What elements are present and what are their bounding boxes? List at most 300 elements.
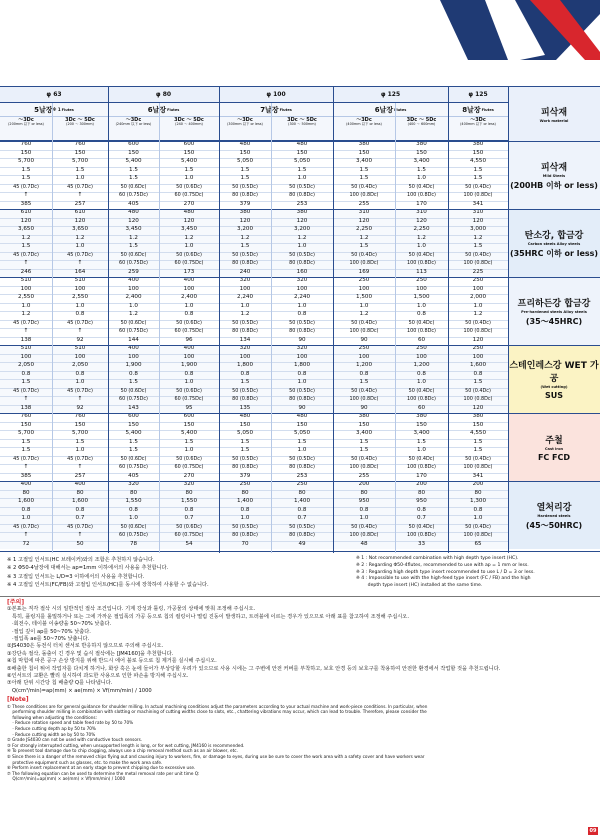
table-cell: 1,400 (293, 498, 310, 505)
table-cell: 50 (0.4Dc) (408, 183, 435, 190)
table-cell: 310 (358, 209, 370, 216)
table-cell: 1.5 (359, 447, 369, 454)
table-cell: 380 (296, 209, 308, 216)
table-cell: 80 (0.8Dc) (289, 532, 315, 539)
table-cell: 1.2 (21, 234, 31, 241)
table-cell: 50 (0.6Dc) (176, 319, 202, 326)
table-cell: 150 (128, 149, 139, 156)
table-cell: 120 (358, 217, 370, 224)
notes-ko (7, 606, 593, 695)
material-name-en: (Wet cutting) (540, 385, 568, 389)
range-detail: (300mm 以下 or less) (227, 122, 263, 126)
table-cell: 1.5 (297, 166, 307, 173)
material-label (508, 209, 600, 277)
table-cell: 1.0 (184, 302, 194, 309)
table-cell: 150 (296, 421, 308, 428)
diameter-header: φ 80 (108, 87, 219, 103)
table-cell: 0.8 (359, 506, 369, 513)
table-cell: 5,400 (180, 158, 197, 165)
table-cell: 3,400 (413, 430, 430, 437)
table-cell: 246 (20, 268, 32, 275)
table-cell: 120 (296, 217, 308, 224)
table-cell: 50 (0.4Dc) (351, 455, 377, 462)
table-cell: 80 (474, 489, 482, 496)
table-cell: 1,550 (180, 498, 197, 505)
table-cell: 1.0 (240, 302, 250, 309)
table-cell: 1,550 (125, 498, 142, 505)
table-cell: 1.0 (75, 302, 85, 309)
table-cell: 1.5 (21, 379, 31, 386)
note-ko-line: 특히, 플렁지를 롤밀하거나 또는 그에 가까운 절입폭의 가공 등으로 칩의 컬링이나 떨림 진동이 발생하고, 트러블에 이르는 경우가 있으므로 아래 표를 참고하여 조정해 주십시오. (7, 613, 409, 620)
table-cell: 60 (0.75Dc) (119, 532, 148, 539)
material-name-en: Cast iron (544, 446, 564, 451)
table-cell: 250 (358, 345, 370, 352)
material-name-ko: 탄소강, 합금강 (524, 230, 584, 241)
table-cell: 480 (239, 413, 251, 420)
table-cell: 120 (20, 217, 32, 224)
table-cell: 1.2 (417, 234, 426, 241)
table-cell: 379 (239, 200, 251, 207)
note-en-line: · Reduce rotation speed and table feed rate by 50 to 70% (7, 720, 134, 726)
table-cell: 385 (20, 472, 32, 479)
table-cell: 80 (0.8Dc) (232, 192, 258, 199)
table-cell: 400 (74, 481, 86, 488)
table-cell: ↑ (23, 532, 29, 539)
group-divider (0, 345, 600, 346)
table-cell: 92 (76, 404, 84, 411)
table-cell: 5,400 (125, 430, 142, 437)
note-en-line: protective equipment such as glasses, etc. to make the work area safe. (7, 759, 163, 765)
table-cell: 100 (0.8Dc) (349, 192, 379, 199)
flutes-header (108, 103, 219, 117)
table-cell: 2,240 (236, 294, 253, 301)
table-cell: 1.5 (75, 438, 85, 445)
table-cell: 1,900 (180, 362, 197, 369)
note-en-line: · Reduce cutting depth ap by 50 to 70% (7, 726, 96, 732)
group-divider (0, 481, 600, 482)
flutes-label: 5날장 (34, 105, 53, 114)
table-cell: 92 (76, 336, 84, 343)
table-cell: 0.8 (129, 506, 138, 513)
table-cell: 50 (0.5Dc) (232, 387, 258, 394)
table-cell: 100 (416, 285, 427, 292)
table-cell: 0.8 (417, 370, 426, 377)
table-cell: 120 (472, 336, 484, 343)
table-cell: 150 (20, 149, 32, 156)
table-cell: 45 (0.7Dc) (67, 319, 93, 326)
page-number: 09 (589, 828, 597, 834)
material-column-header (508, 87, 600, 141)
note-ko-line: ④칩 막힘에 따른 공구 손상 방지를 위해 반드시 에어 블로 등으로 칩 제거를 실시해 주십시오. (7, 658, 217, 665)
material-name-en: Mild Steels (542, 173, 566, 178)
table-cell: 150 (20, 421, 32, 428)
table-cell: 3,200 (236, 226, 253, 233)
table-cell: 80 (0.8Dc) (289, 260, 315, 267)
flutes-footnote-ref: ※ 1 (52, 107, 61, 112)
table-cell: 1,500 (355, 294, 372, 301)
table-cell: 1.5 (21, 243, 31, 250)
table-cell: 164 (74, 268, 86, 275)
table-cell: 1.2 (184, 234, 194, 241)
table-cell: 45 (0.7Dc) (67, 455, 93, 462)
table-cell: 2,550 (17, 294, 34, 301)
footnote-ko-4: ※ 4 고절입 인서트(FC/FB)와 고절입 인서트(HC)를 동시에 장착하여 사용할 수 없습니다. (7, 582, 209, 589)
note-ko-line: ⑤배출한 칩이 튀어 작업자를 다치게 하거나, 화상 혹은 눈에 들어가 부상당할 우려가 있으므로 사용 시에는 그 주변에 안전 커버를 부착하고, 보호 안경 등의 보호구를 착용하여 안전한 환경에서 작업할 것을 추천드립니다. (7, 665, 501, 672)
table-cell: 0.8 (297, 506, 307, 513)
material-name-en: Pre-hardened steels Alloy steels (521, 309, 587, 314)
table-cell: 138 (20, 336, 32, 343)
table-cell: 400 (183, 345, 195, 352)
table-cell: 0.8 (297, 370, 307, 377)
table-cell: 310 (472, 209, 484, 216)
range-label: 3Dc ～ 5Dc (406, 117, 437, 123)
table-cell: 50 (0.4Dc) (465, 183, 491, 190)
length-range-header (159, 117, 219, 141)
table-cell: 170 (416, 472, 427, 479)
note-en-line: · Reduce cutting width ae by 50 to 70% (7, 731, 96, 737)
table-cell: 0.8 (240, 506, 250, 513)
table-cell: 50 (0.4Dc) (351, 183, 377, 190)
table-cell: 150 (296, 149, 308, 156)
table-cell: 3,200 (293, 226, 310, 233)
table-cell: 1.5 (75, 166, 85, 173)
footnotes-ko (7, 556, 347, 590)
notes-ko-tag: [주의] (7, 599, 25, 606)
table-cell: 150 (358, 149, 370, 156)
table-cell: 5,400 (180, 430, 197, 437)
table-cell: 65 (474, 540, 482, 547)
note-en-line: Q(cm³/min)=ap(mm) × ae(mm) × Vf(mm/min) / 1000 (7, 776, 126, 782)
table-cell: 113 (416, 268, 427, 275)
table-cell: 100 (0.8Dc) (407, 192, 436, 199)
range-detail: (300 ～ 500mm) (288, 122, 316, 126)
table-cell: 1.2 (129, 311, 138, 318)
material-condition: (35HRC 이하 or less) (509, 248, 599, 258)
table-cell: 0.8 (184, 370, 194, 377)
table-cell: 45 (0.7Dc) (13, 251, 39, 258)
table-cell: 45 (0.7Dc) (13, 387, 39, 394)
table-cell: 50 (0.4Dc) (465, 387, 491, 394)
table-cell: 50 (0.5Dc) (289, 251, 315, 258)
table-cell: ↑ (77, 464, 83, 471)
table-cell: 80 (185, 489, 193, 496)
column-divider (395, 103, 396, 553)
group-divider (0, 209, 600, 210)
table-cell: 60 (0.75Dc) (119, 396, 148, 403)
table-cell: 1.0 (297, 243, 307, 250)
table-cell: 50 (0.4Dc) (408, 319, 435, 326)
table-cell: 100 (0.8Dc) (463, 532, 493, 539)
note-ko-line: ③강단속 절삭, 돌출이 긴 경우 및 습식 절삭에는 [JM4160]을 추천합니다. (7, 650, 174, 657)
table-cell: ↑ (77, 260, 83, 267)
material-condition: (35～45HRC) (525, 316, 583, 326)
table-cell: 270 (183, 200, 195, 207)
table-cell: 0.8 (417, 506, 426, 513)
table-cell: 0.8 (21, 370, 31, 377)
column-divider (508, 87, 509, 553)
group-divider (0, 277, 600, 278)
table-cell: 144 (128, 336, 139, 343)
note-en-line: ① These conditions are for general guidance for shoulder milling. In actual machining conditions adjust the parameters according to your actual machine and work-piece conditions. In particular, when (7, 703, 428, 709)
note-en-line: following when adjusting the conditions: (7, 714, 97, 720)
table-cell: 5,050 (293, 158, 310, 165)
table-cell: 600 (128, 413, 139, 420)
range-label: ～3Dc (356, 117, 372, 123)
table-cell: 1.0 (417, 379, 426, 386)
table-cell: 3,450 (125, 226, 142, 233)
note-ko-line: ·절입 깊이 ap를 50~70% 낮춤다. (7, 628, 91, 635)
table-cell: 100 (74, 285, 86, 292)
table-cell: 320 (183, 481, 195, 488)
table-cell: 380 (358, 141, 370, 148)
column-divider (448, 87, 449, 553)
corner-decoration (0, 0, 600, 60)
table-cell: 1.0 (417, 447, 426, 454)
table-cell: 1.2 (129, 234, 138, 241)
table-cell: 120 (183, 217, 195, 224)
table-cell: 100 (358, 353, 370, 360)
table-cell: 0.7 (297, 515, 307, 522)
table-cell: 259 (128, 268, 139, 275)
table-cell: 610 (74, 209, 86, 216)
table-cell: 380 (472, 413, 484, 420)
table-cell: 250 (416, 345, 427, 352)
table-cell: 120 (128, 217, 139, 224)
note-ko-line: ②JS4030은 동전식 터치 센서로 반응하지 않으므로 주의해 주십시오. (7, 643, 164, 650)
flutes-label: 8날장 (462, 105, 481, 114)
table-cell: 255 (358, 200, 370, 207)
table-cell: 138 (20, 404, 32, 411)
note-en-line: ⑤ Since there is a danger of the removed chips flying out and causing injury to workers, fire, or damage to eyes, during use be sure to cover the work area with a safety cover and have workers wear (7, 754, 425, 760)
table-cell: 60 (0.75Dc) (174, 464, 204, 471)
table-cell: 950 (416, 498, 427, 505)
material-name-ko: 주철 (545, 435, 563, 446)
table-cell: 380 (472, 141, 484, 148)
table-cell: 1,600 (469, 362, 486, 369)
table-cell: 405 (128, 200, 139, 207)
flutes-unit: Flutes (167, 107, 180, 112)
length-range-header (52, 117, 108, 141)
diameter-header: φ 125 (333, 87, 448, 103)
table-cell: 100 (0.8Dc) (407, 464, 436, 471)
table-cell: 250 (296, 481, 308, 488)
table-cell: 50 (0.4Dc) (351, 387, 377, 394)
table-cell: 600 (183, 413, 195, 420)
length-range-header (0, 117, 52, 141)
table-cell: 50 (0.5Dc) (232, 251, 258, 258)
table-cell: 760 (74, 413, 86, 420)
table-cell: 1.2 (359, 234, 369, 241)
table-cell: 80 (0.8Dc) (232, 260, 258, 267)
table-cell: 80 (0.8Dc) (289, 328, 315, 335)
material-label (508, 413, 600, 481)
table-cell: 100 (0.8Dc) (349, 464, 379, 471)
table-cell: 150 (472, 149, 484, 156)
table-cell: 1.2 (21, 311, 31, 318)
table-cell: 100 (358, 285, 370, 292)
table-cell: 5,700 (17, 158, 34, 165)
table-cell: 150 (239, 421, 251, 428)
table-cell: 78 (129, 540, 138, 547)
table-cell: 320 (296, 345, 308, 352)
table-cell: ↑ (23, 464, 29, 471)
table-cell: 480 (239, 141, 251, 148)
table-cell: 341 (472, 200, 484, 207)
column-divider (159, 103, 160, 553)
table-cell: 1.0 (297, 447, 307, 454)
material-name-en: Hardened steels (537, 513, 571, 518)
flutes-label: 6날장 (374, 105, 394, 114)
material-name-ko: 피삭재 (540, 162, 568, 173)
table-cell: 270 (183, 472, 195, 479)
table-cell: 45 (0.7Dc) (67, 387, 93, 394)
table-cell: 1.0 (129, 302, 138, 309)
table-cell: 240 (239, 268, 251, 275)
table-cell: 100 (0.8Dc) (407, 396, 436, 403)
range-detail: (400mm 以下 or less) (460, 122, 496, 126)
length-range-header (395, 117, 448, 141)
footnote-ko-2: ※ 2 Φ50-4날장에 대해서는 ap=1mm 이하에서의 사용을 추천합니다. (7, 565, 169, 572)
table-cell: 45 (0.7Dc) (67, 183, 93, 190)
table-cell: 54 (185, 540, 193, 547)
table-cell: 1.0 (359, 302, 369, 309)
table-cell: 1.5 (129, 166, 138, 173)
table-cell: 1.0 (417, 243, 426, 250)
table-cell: 95 (185, 404, 193, 411)
range-label: 3Dc ～ 5Dc (287, 117, 317, 123)
table-cell: 0.8 (297, 311, 307, 318)
table-cell: 49 (298, 540, 306, 547)
table-cell: ↑ (77, 396, 83, 403)
table-cell: 150 (472, 421, 484, 428)
table-cell: 1.5 (129, 175, 138, 182)
table-cell: 2,400 (125, 294, 142, 301)
table-cell: 60 (417, 336, 426, 343)
table-cell: 1.0 (417, 175, 426, 182)
table-cell: 480 (183, 209, 195, 216)
note-ko-line: ⑦아래 단위 시간당 칩 배출량 Q를 나타냅니다. (7, 680, 113, 687)
table-cell: 100 (296, 285, 308, 292)
table-cell: 80 (241, 489, 249, 496)
cutting-conditions-table (0, 86, 600, 552)
table-cell: 135 (239, 404, 251, 411)
table-cell: 100 (472, 353, 484, 360)
table-cell: 0.7 (417, 515, 426, 522)
table-cell: 100 (0.8Dc) (349, 260, 379, 267)
table-cell: 760 (74, 141, 86, 148)
table-cell: ↑ (23, 260, 29, 267)
table-cell: 150 (128, 421, 139, 428)
note-en-line: ④ To prevent tool damage due to chip clogging, always use a chip removal method such as an air blower, etc. (7, 748, 238, 754)
material-label (508, 345, 600, 413)
table-cell: 3,400 (413, 158, 430, 165)
table-cell: 1,400 (236, 498, 253, 505)
table-cell: 380 (358, 413, 370, 420)
note-ko-line: ①본표는 직각 절삭 시의 일반적인 절삭 조건입니다. 기계 강성과 툴링, 가공물의 상태에 맞춰 조정해 주십시오. (7, 606, 256, 613)
table-cell: 200 (358, 481, 370, 488)
table-cell: 760 (20, 413, 32, 420)
range-label: 3Dc ～ 5Dc (65, 117, 95, 123)
range-detail: (200mm 以下 or less) (8, 122, 44, 126)
table-cell: 4,550 (469, 158, 486, 165)
table-cell: 160 (296, 268, 308, 275)
table-cell: 120 (472, 404, 484, 411)
table-cell: 250 (472, 345, 484, 352)
table-cell: 90 (360, 404, 368, 411)
table-cell: 50 (0.5Dc) (289, 319, 315, 326)
table-cell: 0.7 (75, 515, 85, 522)
footnote-en-1: ※ 1 : Not recommended combination with high depth type insert (HC). (356, 556, 519, 561)
table-cell: 45 (0.7Dc) (13, 183, 39, 190)
range-detail: (240mm 以下 or less) (115, 122, 152, 126)
table-cell: 1.5 (240, 243, 250, 250)
column-divider (52, 103, 53, 553)
table-cell: 1.2 (473, 234, 483, 241)
table-cell: ↑ (77, 532, 83, 539)
table-cell: 5,400 (125, 158, 142, 165)
table-cell: 150 (358, 421, 370, 428)
range-detail: (240 ～ 400mm) (175, 122, 203, 126)
table-cell: 510 (20, 345, 32, 352)
table-cell: 1.5 (473, 379, 483, 386)
column-divider (271, 103, 272, 553)
column-divider (333, 87, 334, 553)
note-en-line: ③ For strongly interrupted cutting, when unsupported length is long, or for wet cutting, JM4160 is recommended. (7, 742, 245, 748)
table-cell: 257 (74, 200, 86, 207)
table-cell: 320 (128, 481, 139, 488)
table-cell: 50 (0.4Dc) (465, 523, 491, 530)
table-cell: 1.0 (297, 175, 307, 182)
table-cell: 60 (0.75Dc) (174, 396, 204, 403)
note-en-line: performing shoulder milling in combination with slotting or machining of cutting widths close to slots, etc., chattering vibrations may occur, which can lead to trouble. Therefore, please consider the (7, 709, 427, 715)
table-cell: 1.5 (417, 438, 426, 445)
table-cell: 100 (0.8Dc) (407, 328, 436, 335)
table-cell: 1,600 (17, 498, 34, 505)
table-cell: 169 (358, 268, 370, 275)
table-cell: 1.5 (359, 438, 369, 445)
flutes-label: 7날장 (260, 105, 279, 114)
table-cell: 120 (239, 217, 251, 224)
table-cell: 320 (296, 277, 308, 284)
table-cell: 1.2 (359, 311, 369, 318)
table-cell: 50 (0.4Dc) (351, 251, 377, 258)
table-cell: 1.5 (129, 447, 138, 454)
table-cell: 100 (296, 353, 308, 360)
table-cell: 2,550 (71, 294, 88, 301)
table-cell: 100 (472, 285, 484, 292)
table-cell: 760 (20, 141, 32, 148)
table-cell: 50 (0.6Dc) (120, 387, 147, 394)
range-label: ～3Dc (125, 117, 142, 123)
table-cell: 0.8 (359, 370, 369, 377)
table-cell: 380 (416, 413, 427, 420)
table-cell: 1.5 (184, 166, 194, 173)
range-label: ～3Dc (18, 117, 34, 123)
table-cell: 510 (74, 277, 86, 284)
table-cell: 250 (472, 277, 484, 284)
table-cell: 50 (0.4Dc) (408, 387, 435, 394)
flutes-header (448, 103, 508, 117)
table-cell: 0.8 (184, 311, 194, 318)
table-cell: 100 (239, 285, 251, 292)
table-cell: 50 (0.4Dc) (351, 523, 377, 530)
table-cell: 1.2 (75, 234, 85, 241)
table-cell: 400 (183, 277, 195, 284)
table-cell: 50 (0.4Dc) (408, 523, 435, 530)
table-cell: 600 (128, 141, 139, 148)
table-cell: 60 (0.75Dc) (119, 192, 148, 199)
table-cell: 1.2 (240, 311, 250, 318)
